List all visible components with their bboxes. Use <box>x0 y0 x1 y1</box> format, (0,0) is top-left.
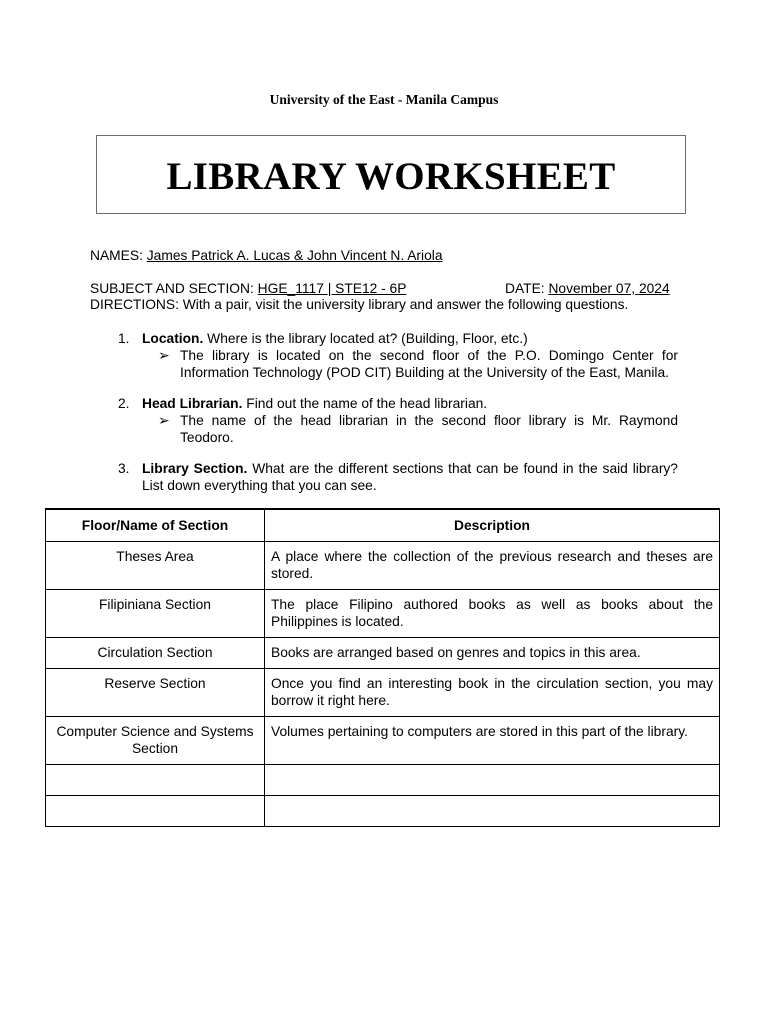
arrowhead-bullet-icon: ➢ <box>158 348 170 363</box>
section-name: Theses Area <box>46 542 265 590</box>
names-label: NAMES: <box>90 248 143 263</box>
question-2 <box>118 395 678 446</box>
section-description: A place where the collection of the previous research and theses are stored. <box>265 542 720 590</box>
date-line <box>505 281 670 297</box>
question-text <box>142 460 678 494</box>
university-name: University of the East - Manila Campus <box>269 92 499 107</box>
section-name: Computer Science and Systems Section <box>46 717 265 765</box>
section-name: Reserve Section <box>46 669 265 717</box>
column-header-description: Description <box>265 509 720 542</box>
question-title: Library Section. <box>142 461 248 476</box>
question-body: Where is the library located at? (Building, Floor, etc.) <box>207 331 528 346</box>
question-number: 3. <box>118 461 130 476</box>
section-description <box>265 796 720 827</box>
question-1 <box>118 330 678 381</box>
section-description <box>265 765 720 796</box>
directions-text: With a pair, visit the university library and answer the following questions. <box>182 297 629 312</box>
names-line <box>90 248 443 264</box>
question-number: 2. <box>118 396 130 411</box>
answer <box>158 412 678 446</box>
names-value: James Patrick A. Lucas & John Vincent N. Ariola <box>146 248 443 263</box>
section-description: Once you find an interesting book in the circulation section, you may borrow it right here. <box>265 669 720 717</box>
table-row <box>46 638 720 669</box>
subject-label: SUBJECT AND SECTION: <box>90 281 254 296</box>
answer-text: The library is located on the second floor of the P.O. Domingo Center for Information Technology (POD CIT) Building at the University of the East, Manila. <box>180 348 678 380</box>
date-label: DATE: <box>505 281 545 296</box>
table-row <box>46 717 720 765</box>
worksheet-title: LIBRARY WORKSHEET <box>166 155 616 198</box>
section-name: Filipiniana Section <box>46 590 265 638</box>
question-text <box>142 395 678 412</box>
date-value: November 07, 2024 <box>548 281 670 296</box>
table-header-row <box>46 509 720 542</box>
section-description: Volumes pertaining to computers are stored in this part of the library. <box>265 717 720 765</box>
question-text <box>142 330 678 347</box>
section-description: Books are arranged based on genres and topics in this area. <box>265 638 720 669</box>
subject-line <box>90 281 406 297</box>
section-name: Circulation Section <box>46 638 265 669</box>
answer-text: The name of the head librarian in the second floor library is Mr. Raymond Teodoro. <box>180 413 678 445</box>
section-name <box>46 765 265 796</box>
column-header-section: Floor/Name of Section <box>46 509 265 542</box>
question-body: Find out the name of the head librarian. <box>246 396 488 411</box>
table-row <box>46 590 720 638</box>
section-name <box>46 796 265 827</box>
answer <box>158 347 678 381</box>
subject-value: HGE_1117 | STE12 - 6P <box>257 281 407 296</box>
question-3 <box>118 460 678 494</box>
directions-line <box>90 297 628 313</box>
table-row <box>46 669 720 717</box>
table-row-empty <box>46 765 720 796</box>
directions-label: DIRECTIONS: <box>90 297 179 312</box>
question-title: Head Librarian. <box>142 396 243 411</box>
question-body: What are the different sections that can be found in the said library? List down everything that you can see. <box>142 461 678 493</box>
section-description: The place Filipino authored books as well as books about the Philippines is located. <box>265 590 720 638</box>
table-row-empty <box>46 796 720 827</box>
library-sections-table <box>45 508 720 827</box>
title-box <box>96 135 686 214</box>
question-number: 1. <box>118 331 130 346</box>
table-row <box>46 542 720 590</box>
question-title: Location. <box>142 331 204 346</box>
arrowhead-bullet-icon: ➢ <box>158 413 170 428</box>
